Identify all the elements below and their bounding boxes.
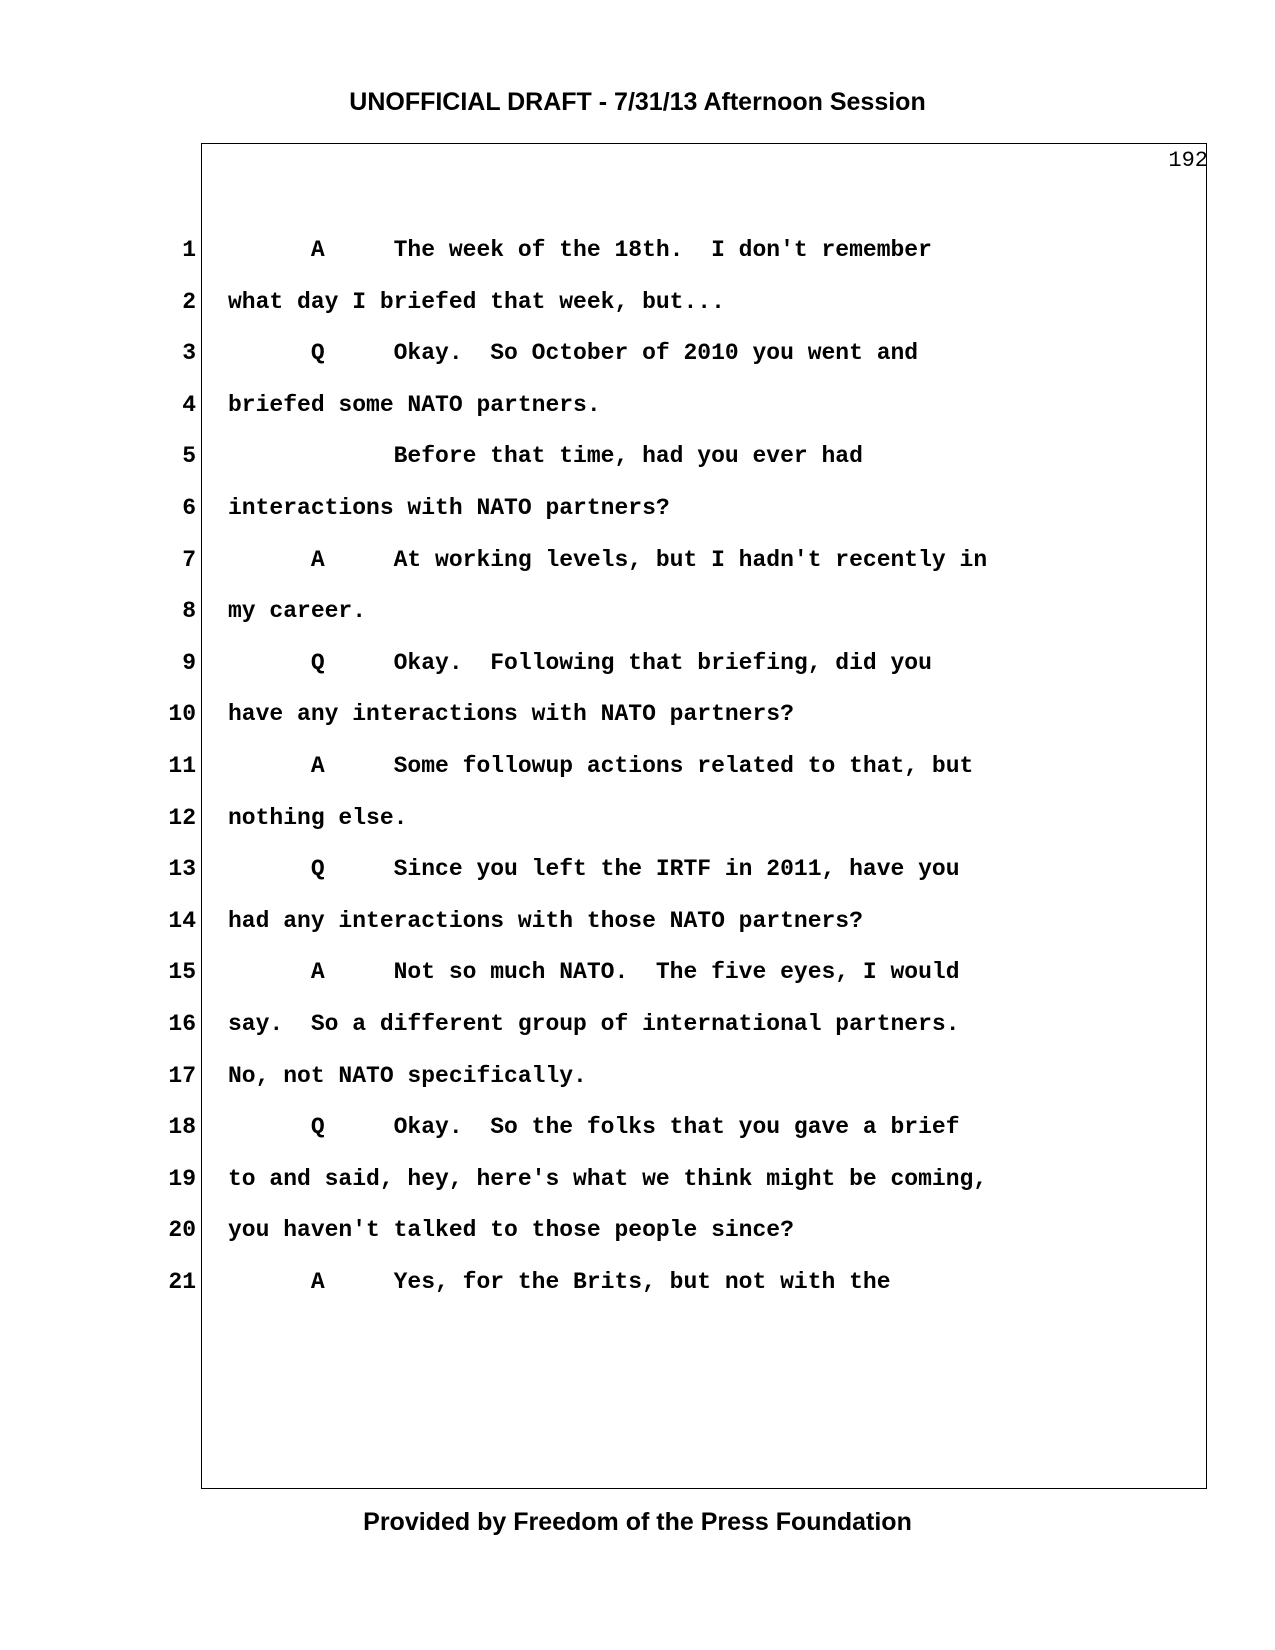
transcript-line-text: to and said, hey, here's what we think might be coming, <box>228 1166 988 1192</box>
line-number: 10 <box>168 701 196 727</box>
line-number: 14 <box>168 908 196 934</box>
transcript-line-text: briefed some NATO partners. <box>228 392 601 418</box>
line-number: 16 <box>168 1011 196 1037</box>
page-number: 192 <box>1168 148 1208 173</box>
line-number: 5 <box>182 443 196 469</box>
line-number: 7 <box>182 547 196 573</box>
document-header-title: UNOFFICIAL DRAFT - 7/31/13 Afternoon Session <box>349 88 926 116</box>
transcript-line-text: A Some followup actions related to that, but <box>228 753 974 779</box>
line-number: 11 <box>168 753 196 779</box>
transcript-line-text: you haven't talked to those people since? <box>228 1217 794 1243</box>
line-number: 17 <box>168 1063 196 1089</box>
line-number: 4 <box>182 392 196 418</box>
transcript-line-text: say. So a different group of international partners. <box>228 1011 960 1037</box>
transcript-line-text: Q Since you left the IRTF in 2011, have you <box>228 856 960 882</box>
line-number: 20 <box>168 1217 196 1243</box>
line-number: 21 <box>168 1269 196 1295</box>
line-number: 18 <box>168 1114 196 1140</box>
transcript-line-text: No, not NATO specifically. <box>228 1063 587 1089</box>
transcript-line-text: interactions with NATO partners? <box>228 495 670 521</box>
line-number: 12 <box>168 805 196 831</box>
line-number: 1 <box>182 237 196 263</box>
line-number: 19 <box>168 1166 196 1192</box>
transcript-line-text: Q Okay. Following that briefing, did you <box>228 650 932 676</box>
line-number: 6 <box>182 495 196 521</box>
transcript-line-text: my career. <box>228 598 367 624</box>
transcript-line-text: A At working levels, but I hadn't recently in <box>228 547 988 573</box>
transcript-line-text: have any interactions with NATO partners? <box>228 701 794 727</box>
line-number: 13 <box>168 856 196 882</box>
transcript-line-text: nothing else. <box>228 805 408 831</box>
line-number: 15 <box>168 959 196 985</box>
document-footer: Provided by Freedom of the Press Foundation <box>363 1508 912 1536</box>
transcript-line-text: had any interactions with those NATO partners? <box>228 908 863 934</box>
transcript-line-text: A Not so much NATO. The five eyes, I would <box>228 959 960 985</box>
transcript-line-text: what day I briefed that week, but... <box>228 289 725 315</box>
line-number: 2 <box>182 289 196 315</box>
transcript-line-text: Q Okay. So October of 2010 you went and <box>228 340 919 366</box>
transcript-line-text: A The week of the 18th. I don't remember <box>228 237 932 263</box>
line-number: 3 <box>182 340 196 366</box>
transcript-line-text: A Yes, for the Brits, but not with the <box>228 1269 891 1295</box>
transcript-line-text: Before that time, had you ever had <box>228 443 863 469</box>
line-number: 9 <box>182 650 196 676</box>
line-number: 8 <box>182 598 196 624</box>
transcript-line-text: Q Okay. So the folks that you gave a brief <box>228 1114 960 1140</box>
